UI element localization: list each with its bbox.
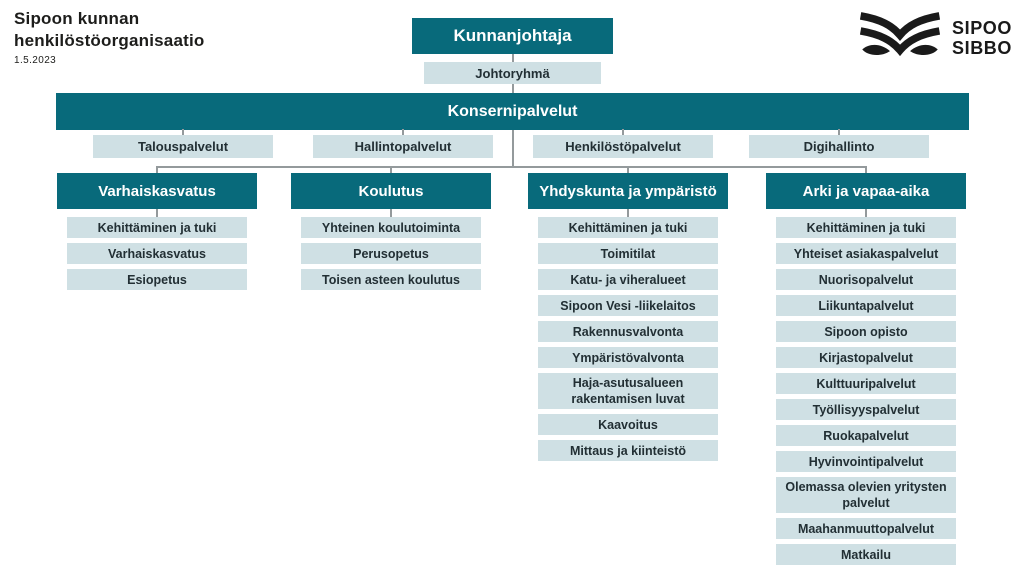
column-varhaiskasvatus: [57, 173, 257, 290]
org-item: Kehittäminen ja tuki: [776, 217, 956, 238]
connector-line: [156, 209, 158, 217]
connector-line: [390, 209, 392, 217]
org-item: Ruokapalvelut: [776, 425, 956, 446]
org-item: Kirjastopalvelut: [776, 347, 956, 368]
box-talouspalvelut: Talouspalvelut: [93, 135, 273, 158]
logo-line-2: SIBBO: [951, 37, 1012, 58]
title-date: 1.5.2023: [14, 54, 57, 66]
org-item: Kulttuuripalvelut: [776, 373, 956, 394]
column-yhdyskunta-ja-ymparisto: [528, 173, 728, 461]
org-item: Matkailu: [776, 544, 956, 565]
box-digihallinto: Digihallinto: [749, 135, 929, 158]
org-item: Rakennusvalvonta: [538, 321, 718, 342]
org-item: Hyvinvointipalvelut: [776, 451, 956, 472]
org-item: Liikuntapalvelut: [776, 295, 956, 316]
title-line-2: henkilöstöorganisaatio: [14, 31, 205, 51]
org-item: Yhteinen koulutoiminta: [301, 217, 481, 238]
swallow-icon: [857, 10, 943, 67]
org-item: Esiopetus: [67, 269, 247, 290]
box-henkilostopalvelut: Henkilöstöpalvelut: [533, 135, 713, 158]
column-items: [57, 217, 257, 290]
org-item: Mittaus ja kiinteistö: [538, 440, 718, 461]
org-item: Kehittäminen ja tuki: [538, 217, 718, 238]
title-line-1: Sipoon kunnan: [14, 9, 140, 28]
connector-line: [865, 209, 867, 217]
column-header-koulutus: Koulutus: [291, 173, 491, 209]
org-item: Maahanmuuttopalvelut: [776, 518, 956, 539]
org-item: Kaavoitus: [538, 414, 718, 435]
column-koulutus: [291, 173, 491, 290]
column-arki-ja-vapaa-aika: [766, 173, 966, 565]
sipoo-logo: [857, 10, 1012, 67]
org-item: Olemassa olevien yritysten palvelut: [776, 477, 956, 513]
org-item: Yhteiset asiakaspalvelut: [776, 243, 956, 264]
connector-line: [627, 209, 629, 217]
org-item: Sipoon opisto: [776, 321, 956, 342]
column-items: [766, 217, 966, 565]
column-header-arki-ja-vapaa-aika: Arki ja vapaa-aika: [766, 173, 966, 209]
box-johtoryhma: Johtoryhmä: [424, 62, 601, 84]
page-title: [14, 8, 205, 66]
box-kunnanjohtaja: Kunnanjohtaja: [412, 18, 613, 54]
column-items: [528, 217, 728, 461]
org-item: Työllisyyspalvelut: [776, 399, 956, 420]
org-item: Katu- ja viheralueet: [538, 269, 718, 290]
column-header-yhdyskunta-ja-ymparisto: Yhdyskunta ja ympäristö: [528, 173, 728, 209]
org-item: Toimitilat: [538, 243, 718, 264]
org-item: Ympäristövalvonta: [538, 347, 718, 368]
column-items: [291, 217, 491, 290]
column-header-varhaiskasvatus: Varhaiskasvatus: [57, 173, 257, 209]
connector-line: [156, 166, 867, 168]
org-item: Nuorisopalvelut: [776, 269, 956, 290]
connector-line: [512, 130, 514, 167]
org-item: Sipoon Vesi -liikelaitos: [538, 295, 718, 316]
org-item: Haja-asutusalueen rakentamisen luvat: [538, 373, 718, 409]
box-konsernipalvelut: Konsernipalvelut: [56, 93, 969, 130]
org-item: Perusopetus: [301, 243, 481, 264]
org-item: Varhaiskasvatus: [67, 243, 247, 264]
logo-line-1: SIPOO: [951, 17, 1012, 38]
org-item: Toisen asteen koulutus: [301, 269, 481, 290]
org-item: Kehittäminen ja tuki: [67, 217, 247, 238]
box-hallintopalvelut: Hallintopalvelut: [313, 135, 493, 158]
logo-wordmark: [952, 19, 1012, 59]
